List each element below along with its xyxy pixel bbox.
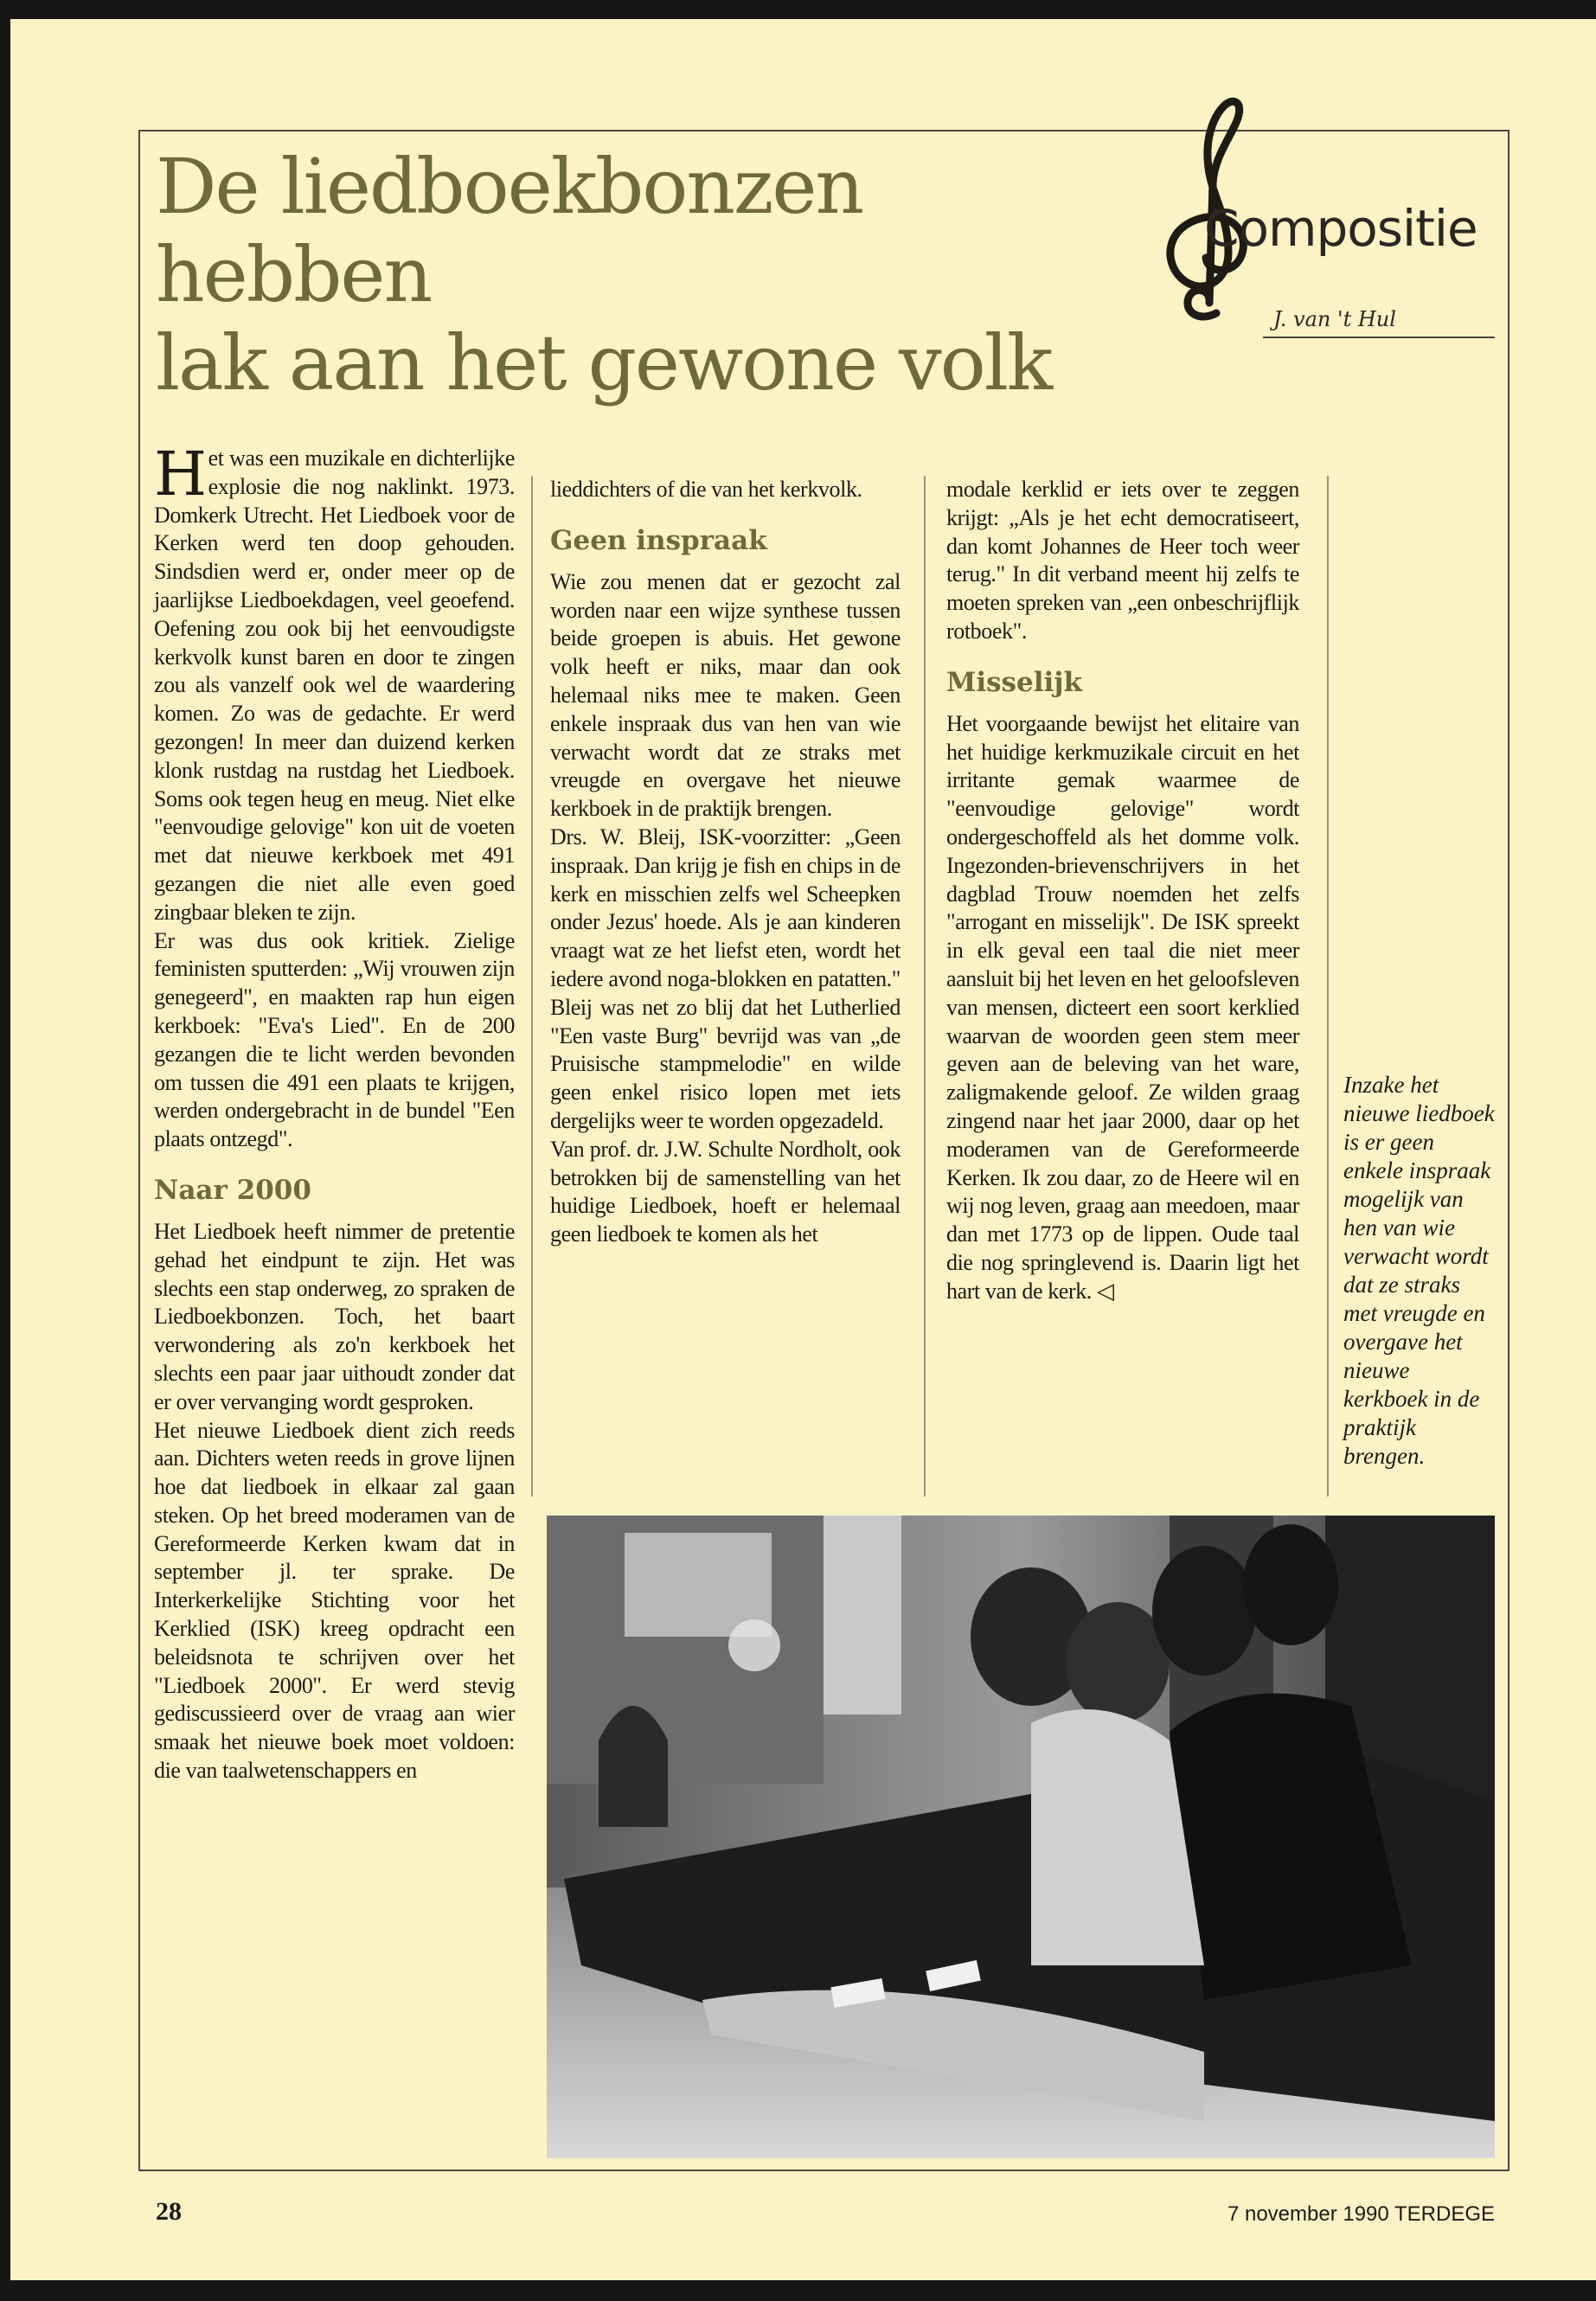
paragraph: Van prof. dr. J.W. Schulte Nordholt, ook betrokken bij de samenstelling van het huidige Liedboek, hoeft er helemaal geen liedboek te komen als het (550, 1136, 901, 1247)
paragraph: Er was dus ook kritiek. Zielige feministen sputterden: „Wij vrouwen zijn genegeerd", en maakten rap hun eigen kerkboek: "Eva's Lied". En de 200 gezangen die te licht werden bevonden om tussen die 491 een plaats te krijgen, werden ondergebracht in de bundel "Een plaats ontzegd". (154, 927, 515, 1152)
subhead-misselijk: Misselijk (946, 666, 1082, 698)
headline-line-2: lak aan het gewone volk (156, 318, 1052, 407)
paragraph: Drs. W. Bleij, ISK-voorzitter: „Geen inspraak. Dan krijg je fish en chips in de kerk en misschien zelfs wel Scheepken onder Jezus' hoede. Als je aan kinderen vraagt wat ze het liefst eten, wordt het iedere avond noga-blokken en patatten." Bleij was net zo blij dat het Lutherlied "Een vaste Burg" bevrijd was van „de Pruisische stampmelodie" en wilde geen enkel risico lopen met iets dergelijks weer te worden opgezadeld. (550, 824, 901, 1133)
subhead-naar-2000: Naar 2000 (154, 1174, 311, 1206)
paragraph (154, 439, 515, 927)
paragraph: Het Liedboek heeft nimmer de pretentie gehad het eindpunt te zijn. Het was slechts een stap onderweg, zo spraken de Liedboekbonzen. Toch, het baart verwondering als zo'n kerkboek het slechts een paar jaar uithoudt zonder dat er over vervanging wordt gesproken. (154, 1218, 515, 1414)
paragraph: Het nieuwe Liedboek dient zich reeds aan. Dichters weten reeds in grove lijnen hoe dat liedboek in elkaar zal gaan steken. Op het breed moderamen van de Gereformeerde Kerken kwam dat in september jl. ter sprake. De Interkerkelijke Stichting voor het Kerklied (ISK) kreeg opdracht een beleidsnota te schrijven over het "Liedboek 2000". Er werd stevig gediscussieerd over de vraag aan wier smaak het nieuwe boek moet voldoen: die van taalwetenschappers en (154, 1417, 515, 1784)
column-divider (531, 476, 533, 1497)
page-number: 28 (156, 2197, 182, 2226)
scan-edge-bottom (0, 2280, 1596, 2301)
column-divider (1327, 476, 1329, 1497)
column-divider (924, 476, 926, 1497)
issue-date-line: 7 november 1990 TERDEGE (1227, 2202, 1495, 2226)
paragraph: modale kerklid er iets over te zeggen krijgt: „Als je het echt democratiseert, dan komt Johannes de Heer toch weer terug." In dit verband meent hij zelfs te moeten spreken van „een onbeschrijflijk rotboek". (946, 477, 1299, 644)
article-column-2 (550, 476, 901, 1249)
author-byline: J. van 't Hul (1273, 307, 1396, 331)
paragraph: lieddichters of die van het kerkvolk. (550, 477, 862, 502)
article-column-1 (154, 439, 515, 1785)
paragraph-text: et was een muzikale en dichterlijke explosie die nog naklinkt. 1973. Domkerk Utrecht. Het Liedboek voor de Kerken werd ten doop gehouden. Sindsdien werd er, onder meer op de jaarlijkse Liedboekdagen, veel geoefend. Oefening zou ook bij het eenvoudigste kerkvolk kunst baren en door te zingen zou als vanzelf ook wel de waardering komen. Zo was de gedachte. Er werd gezongen! In meer dan duizend kerken klonk rustdag na rustdag het Liedboek. Soms ook tegen heug en meug. Niet elke "eenvoudige gelovige" kon uit de voeten met dat nieuwe kerkboek met 491 gezangen die niet alle even goed zingbaar bleken te zijn. (154, 445, 515, 925)
dropcap: H (154, 439, 207, 510)
scan-edge-top (0, 0, 1596, 19)
church-congregation-photo (547, 1516, 1495, 2158)
paragraph: Wie zou menen dat er gezocht zal worden naar een wijze synthese tussen beide groepen is abuis. Het gewone volk heeft er niks, maar dan ook helemaal niks mee te maken. Geen enkele inspraak dus van hen van wie verwacht wordt dat ze straks met vreugde en overgave het nieuwe kerkboek in de praktijk brengen. (550, 568, 901, 822)
article-column-3 (946, 476, 1299, 1306)
subhead-geen-inspraak: Geen inspraak (550, 524, 767, 556)
photo-illustration (547, 1516, 1495, 2158)
scan-edge-left (0, 0, 10, 2301)
paragraph: Het voorgaande bewijst het elitaire van het huidige kerkmuzikale circuit en het irritante gemak waarmee de "eenvoudige gelovige" wordt ondergeschoffeld als het domme volk. Ingezonden-brievenschrijvers in het dagblad Trouw noemden het zelfs "arrogant en misselijk". De ISK spreekt in elk geval een taal die niet meer aansluit bij het leven en het geloofsleven van mensen, dicteert een soort kerklied waarvan de woorden geen stem meer geven aan de beleving van het ware, zaligmakende geloof. Ze wilden graag zingend naar het jaar 2000, daar op het moderamen van de Gereformeerde Kerken. Ik zou daar, zo de Heere wil en wij nog leven, graag aan meedoen, maar dan met 1773 op de lippen. Oude taal die nog springlevend is. Daarin ligt het hart van de kerk. ◁ (946, 710, 1299, 1304)
pull-quote: Inzake het nieuwe liedboek is er geen enkele inspraak mogelijk van hen van wie verwacht wordt dat ze straks met vreugde en overgave het nieuwe kerkboek in de praktijk brengen. (1343, 1072, 1495, 1469)
article-headline (156, 143, 1133, 407)
headline-line-1: De liedboekbonzen hebben (156, 142, 863, 319)
section-label: Compositie (1204, 199, 1477, 258)
author-rule (1263, 336, 1495, 338)
